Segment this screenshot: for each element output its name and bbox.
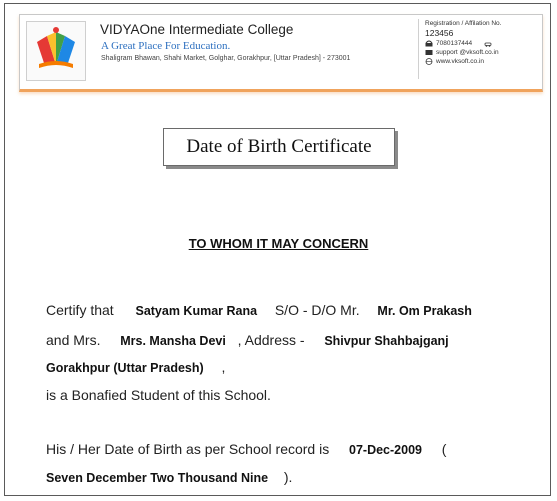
date-of-birth: 07-Dec-2009 bbox=[349, 443, 422, 457]
certificate-line-5 bbox=[46, 441, 446, 457]
relation-text: S/O - D/O Mr. bbox=[274, 302, 360, 318]
school-tagline: A Great Place For Education. bbox=[101, 40, 231, 52]
phone-number: 7080137444 bbox=[436, 40, 473, 47]
concern-heading: TO WHOM IT MAY CONCERN bbox=[188, 236, 369, 251]
school-logo bbox=[26, 21, 86, 81]
close-paren: ). bbox=[283, 469, 293, 485]
school-address: Shaligram Bhawan, Shahi Market, Golghar, Gorakhpur, [Uttar Pradesh] - 273001 bbox=[101, 55, 351, 62]
registration-label: Registration / Affilation No. bbox=[425, 20, 502, 27]
book-logo-icon bbox=[27, 22, 85, 80]
phone-icon bbox=[425, 40, 433, 47]
car-icon bbox=[484, 40, 492, 47]
globe-icon bbox=[425, 58, 433, 65]
bonafied-text: is a Bonafied Student of this School. bbox=[46, 387, 271, 403]
certificate-line-4 bbox=[46, 387, 271, 403]
school-name: VIDYAOne Intermediate College bbox=[100, 22, 294, 37]
certificate-title-box bbox=[163, 128, 395, 166]
website-url: www.vksoft.co.in bbox=[436, 58, 485, 65]
student-address-2: Gorakhpur (Uttar Pradesh) bbox=[46, 361, 204, 375]
father-name: Mr. Om Prakash bbox=[377, 304, 472, 318]
certificate-line-1 bbox=[46, 302, 472, 318]
certificate-page bbox=[4, 3, 551, 496]
open-paren: ( bbox=[441, 441, 447, 457]
dob-text: His / Her Date of Birth as per School record is bbox=[46, 441, 330, 457]
mail-icon bbox=[425, 49, 433, 56]
address-comma: , bbox=[221, 359, 226, 375]
email-row bbox=[425, 49, 501, 56]
phone-row bbox=[425, 40, 501, 47]
registration-number: 123456 bbox=[425, 28, 454, 38]
certify-text: Certify that bbox=[46, 302, 114, 318]
certificate-line-2 bbox=[46, 332, 449, 348]
student-name: Satyam Kumar Rana bbox=[135, 304, 258, 318]
header-divider bbox=[418, 19, 419, 79]
school-header bbox=[19, 14, 543, 92]
certificate-line-3 bbox=[46, 359, 225, 375]
certificate-title: Date of Birth Certificate bbox=[186, 136, 372, 157]
certificate-line-6 bbox=[46, 469, 292, 485]
website-row bbox=[425, 58, 501, 65]
mother-name: Mrs. Mansha Devi bbox=[120, 334, 226, 348]
dob-in-words: Seven December Two Thousand Nine bbox=[46, 471, 269, 485]
contact-block bbox=[425, 20, 501, 65]
email-address: support @vksoft.co.in bbox=[436, 49, 499, 56]
address-label: , Address - bbox=[237, 332, 305, 348]
and-mrs-text: and Mrs. bbox=[46, 332, 101, 348]
student-address-1: Shivpur Shahbajganj bbox=[324, 334, 449, 348]
